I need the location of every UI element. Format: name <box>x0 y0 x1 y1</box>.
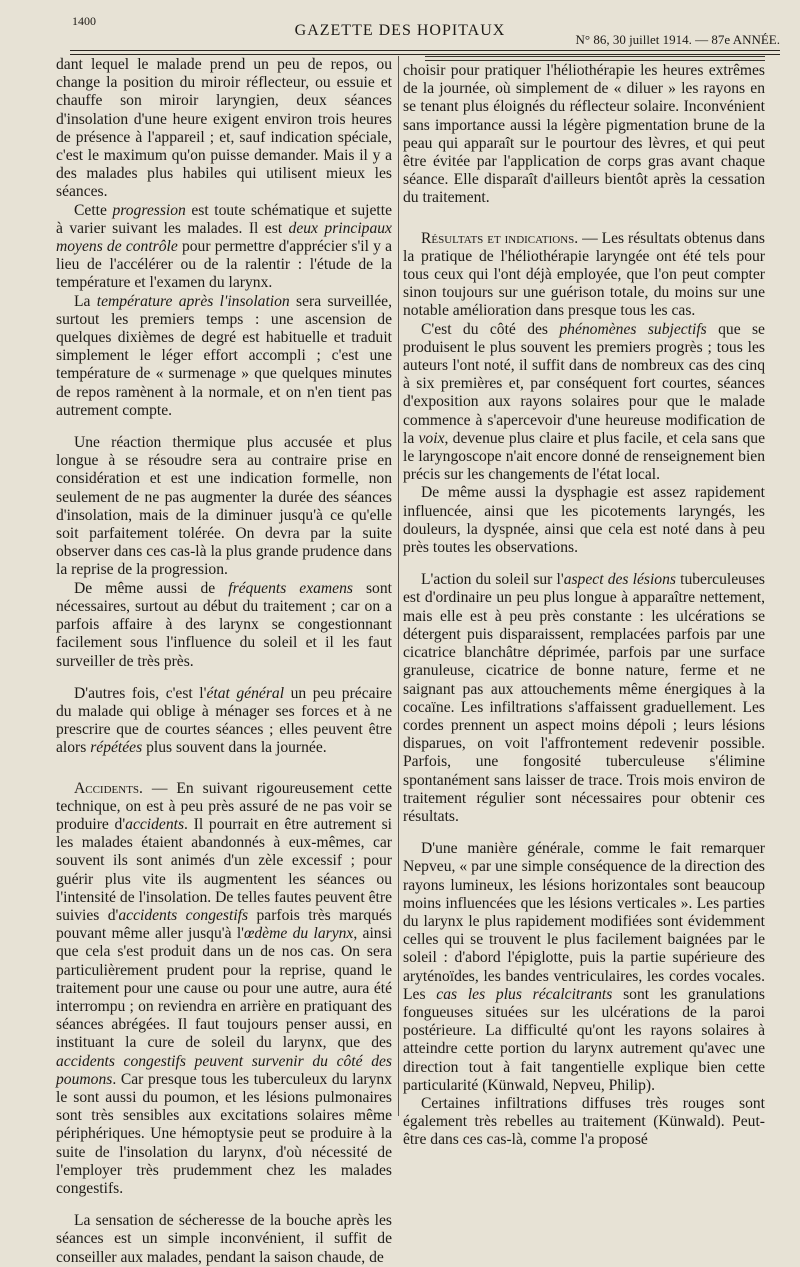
journal-title: GAZETTE DES HOPITAUX <box>294 22 506 39</box>
text-run: est toute schématique et sujette à varier suivant les malades. Il est <box>56 201 392 237</box>
text-run: , devenue plus claire et plus facile, et cela sans que le laryngoscope n'ait encore donné de renseignement bien précis sur les changements de l'état local. <box>403 429 765 484</box>
right-column <box>403 56 765 1150</box>
paragraph <box>56 202 392 293</box>
text-run: C'est du côté des <box>421 320 560 338</box>
italic-text: accidents <box>125 815 185 833</box>
italic-text: cas les plus récalcitrants <box>436 985 613 1003</box>
italic-text: phénomènes subjectifs <box>559 320 707 338</box>
section-accidents <box>56 780 392 1199</box>
section-heading: Résultats et indications. <box>421 229 579 247</box>
text-run: plus souvent dans la journée. <box>142 739 327 757</box>
section-resultats <box>403 230 765 321</box>
paragraph <box>56 685 392 758</box>
paragraph <box>403 840 765 1095</box>
text-run: un peu précaire du malade qui oblige à ménager ses forces et à ne prescrire que de courtes séances ; elles peuvent être alors <box>56 684 392 757</box>
paragraph: La sensation de sécheresse de la bouche après les séances est un simple inconvénient, il suffit de conseiller aux malades, pendant la saison chaude, de <box>56 1212 392 1266</box>
paragraph: De même aussi la dysphagie est assez rapidement influencée, ainsi que les picotements laryngés, les douleurs, la dyspnée, ainsi que cela est noté dans à peu près toutes les observations. <box>403 484 765 557</box>
paragraph: choisir pour pratiquer l'héliothérapie les heures extrêmes de la journée, où simplement de « diluer » les rayons en se tenant plus éloignés du réflecteur solaire. Inconvénient sans importance aussi la légère pigmentation brune de la peau qui apparaît sur le pourtour des lèvres, et qui peut être évitée par l'application de corps gras avant chaque séance. Elle disparaît d'ailleurs bientôt après la cessation du traitement. <box>403 62 765 207</box>
italic-text: accidents congestifs <box>118 906 249 924</box>
section-heading: Accidents. <box>74 779 143 797</box>
page-number: 1400 <box>72 14 96 28</box>
issue-info: N° 86, 30 juillet 1914. — 87e ANNÉE. <box>575 32 780 47</box>
paragraph <box>56 580 392 671</box>
text-run: D'une manière générale, comme le fait remarquer Nepveu, « par une simple conséquence de la direction des rayons lumineux, les lésions horizontales sont beaucoup moins influencées que les lésions verticales ». Les parties du larynx le plus rapidement modifiées sont évidemment celles qui se trouvent le plus facilement baignées par le soleil : d'abord l'épiglotte, puis la partie supérieure des aryténoïdes, les bandes ventriculaires, les cordes vocales. Les <box>403 840 765 1003</box>
text-run: que se produisent le plus souvent les premiers progrès ; tous les auteurs l'ont noté, il suffit dans de nombreux cas des cinq à six premières et, par conséquent fort courtes, séances d'exposition aux rayons solaires pour que le malade commence à s'apercevoir d'une heureuse modification de la <box>403 320 765 447</box>
italic-text: aspect des lésions <box>563 571 676 589</box>
text-run: . Car presque tous les tuberculeux du larynx le sont aussi du poumon, et les lésions pulmonaires sont très sensibles aux excitations solaires même périphériques. Une hémoptysie peut se produire à la suite de l'insolation du larynx, d'où nécessité de l'employer très prudemment chez les malades congestifs. <box>56 1070 392 1197</box>
text-run: D'autres fois, c'est l' <box>74 684 207 702</box>
paragraph <box>56 293 392 420</box>
italic-text: accidents congestifs peuvent survenir du côté des poumons <box>56 1052 392 1088</box>
text-run: sont les granulations fongueuses situées sur les ulcérations de la paroi postérieure. La difficulté qu'ont les rayons solaires à atteindre cette portion du larynx autrement qu'avec une direction tout à fait tangentielle explique bien cette particularité (Künwald, Nepveu, Philip). <box>403 985 765 1094</box>
text-run: pour permettre d'apprécier s'il y a lieu de l'accélérer ou de la ralentir : l'étude de la température et l'examen du larynx. <box>56 238 392 292</box>
text-run: De même aussi de <box>74 579 229 597</box>
text-run: parfois très marqués pouvant même aller jusqu'à l' <box>56 906 393 943</box>
italic-text: voix <box>418 429 445 447</box>
text-run: sera surveillée, surtout les premiers temps : une ascension de quelques dixièmes de degré est habituelle et traduit simplement le léger effort accompli ; c'est une température de « surmenage » que quelques minutes de repos ramènent à la normale, et on n'en tient pas autrement compte. <box>56 292 392 419</box>
italic-text: état général <box>206 684 285 702</box>
paragraph: Une réaction thermique plus accusée et plus longue à se résoudre sera au contraire prise en considération et est une indication formelle, non seulement de ne pas augmenter la durée des séances d'insolation, mais de la diminuer jusqu'à ce qu'elle soit parfaitement tolérée. On devra par la suite observer dans ces cas-là la plus grande prudence dans la reprise de la progression. <box>56 434 392 579</box>
italic-text: répétées <box>90 739 143 757</box>
paragraph: dant lequel le malade prend un peu de repos, ou change la position du miroir réflecteur, ou essuie et chauffe son miroir laryngien, deux séances d'insolation d'une heure exigent environ trois heures de présence à l'appareil ; et, sauf indication spéciale, c'est le maximum qu'on puisse demander. Mais il y a des malades plus habiles qui utilisent mieux les séances. <box>56 56 392 201</box>
left-column <box>56 56 392 1267</box>
paragraph <box>403 321 765 485</box>
text-run: sont nécessaires, surtout au début du traitement ; car on a parfois affaire à des larynx se congestionnant facilement sous l'influence du soleil et il les faut surveiller de très près. <box>56 579 392 670</box>
text-run: L'action du soleil sur l' <box>421 571 564 589</box>
italic-text: fréquents examens <box>228 579 353 597</box>
text-run: — Les résultats obtenus dans la pratique de l'héliothérapie laryngée ont été tels pour tous ceux qui l'ont déjà employée, que l'on peut compter sinon toujours sur une guérison totale, du moins sur une notable amélioration dans presque tous les cas. <box>403 229 765 320</box>
text-run: , ainsi que cela s'est produit dans un de nos cas. On sera particulièrement prudent pour la reprise, quand le traitement pour une cause ou pour une autre, aura été interrompu ; on reviendra en arrière en pratiquant des séances abrégées. Il faut toujours penser aussi, en instituant la cure de soleil du larynx, que des <box>56 925 393 1052</box>
text-run: . Il pourrait en être autrement si les malades étaient abandonnés à eux-mêmes, car souvent ils sont animés d'un zèle excessif ; pour guérir plus vite ils augmentent les séances ou l'intensité de l'insolation. De telles fautes peuvent être suivies d' <box>56 815 392 924</box>
paragraph <box>403 571 765 826</box>
italic-text: œdème du larynx <box>243 925 354 943</box>
italic-text: deux principaux moyens de contrôle <box>56 219 392 256</box>
column-divider <box>398 56 399 1116</box>
text-run: La <box>74 292 97 310</box>
italic-text: température après l'insolation <box>96 292 290 310</box>
page-header <box>0 0 800 48</box>
text-run: Cette <box>74 201 113 219</box>
paragraph: Certaines infiltrations diffuses très rouges sont également très rebelles au traitement (Künwald). Peut-être dans ces cas-là, comme l'a proposé <box>403 1094 765 1149</box>
header-rule <box>70 50 780 55</box>
text-run: — En suivant rigoureusement cette technique, on est à peu près assuré de ne pas voir se produire d' <box>56 779 392 833</box>
text-run: tuberculeuses est d'ordinaire un peu plus longue à apparaître nettement, mais elle est à peu près constante : les ulcérations se détergent puis disparaissent, remplacées parfois par une cicatrice blanchâtre déprimée, parfois par une surface granuleuse, cicatrice de bonne nature, ferme et ne saignant pas aux attouchements même énergiques à la cocaïne. Les infiltrations s'affaissent graduellement. Les cordes prennent un aspect moins dépoli ; leurs lésions disparues, on voit l'affrontement redevenir possible. Parfois, une fongosité tuberculeuse s'élimine spontanément sans laisser de trace. Trois mois environ de traitement régulier sont nécessaires pour obtenir ces résultats. <box>403 571 766 825</box>
italic-text: progression <box>112 201 186 219</box>
